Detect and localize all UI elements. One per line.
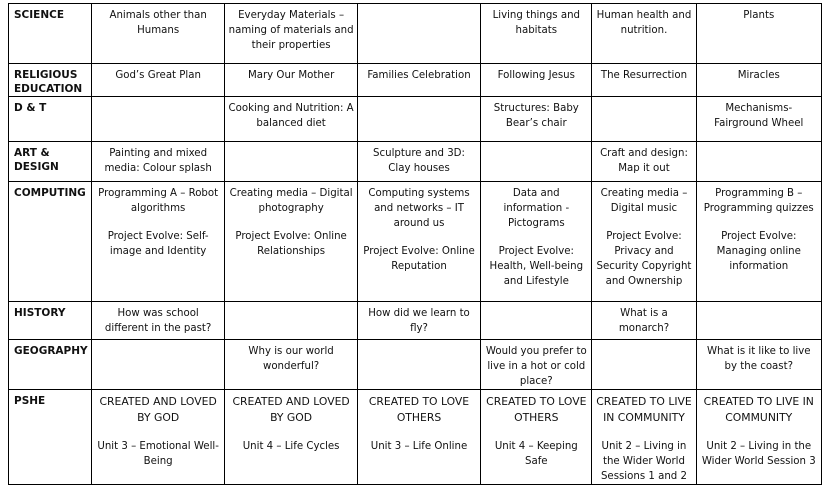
table-cell — [592, 142, 696, 182]
table-cell — [357, 64, 480, 97]
cell-text: Unit 2 – Living in the Wider World Sessions 1 and 2 — [600, 441, 687, 482]
cell-text: The Resurrection — [600, 70, 688, 81]
cell-text: Project Evolve: Health, Well-being and Lifestyle — [489, 246, 584, 287]
cell-text: Unit 4 – Life Cycles — [242, 441, 340, 452]
table-cell — [481, 390, 592, 485]
table-cell — [357, 302, 480, 340]
subject-label: D & T — [9, 97, 92, 142]
table-cell — [225, 142, 357, 182]
cell-text: Animals other than Humans — [109, 10, 207, 36]
table-cell — [696, 142, 821, 182]
cell-text: Craft and design: Map it out — [600, 148, 688, 174]
table-cell — [225, 97, 357, 142]
cell-text: Programming B – Programming quizzes — [703, 188, 814, 214]
cell-text: Creating media – Digital music — [600, 188, 688, 214]
subject-label: RELIGIOUS EDUCATION — [9, 64, 92, 97]
table-cell — [357, 182, 480, 302]
cell-text: CREATED TO LOVE OTHERS — [486, 395, 587, 424]
table-cell — [481, 302, 592, 340]
table-row — [9, 340, 822, 390]
table-cell — [696, 340, 821, 390]
table-row — [9, 4, 822, 64]
subject-label: GEOGRAPHY — [9, 340, 92, 390]
cell-text: How was school different in the past? — [104, 308, 212, 334]
table-cell — [481, 4, 592, 64]
table-cell — [91, 64, 224, 97]
table-cell — [91, 390, 224, 485]
table-cell — [696, 64, 821, 97]
table-cell — [225, 182, 357, 302]
table-cell — [357, 340, 480, 390]
table-cell — [481, 340, 592, 390]
table-cell — [696, 182, 821, 302]
cell-text: God’s Great Plan — [115, 70, 201, 81]
cell-text: Project Evolve: Online Relationships — [235, 231, 347, 257]
table-cell — [91, 4, 224, 64]
table-cell — [481, 64, 592, 97]
table-cell — [357, 4, 480, 64]
cell-text: Project Evolve: Self-image and Identity — [107, 231, 209, 257]
table-row — [9, 182, 822, 302]
cell-text: Everyday Materials – naming of materials and their properties — [228, 10, 354, 51]
table-cell — [481, 142, 592, 182]
table-cell — [225, 302, 357, 340]
cell-text: CREATED TO LOVE OTHERS — [368, 395, 470, 424]
cell-text: Creating media – Digital photography — [229, 188, 353, 214]
cell-text: Mary Our Mother — [247, 70, 335, 81]
table-row — [9, 97, 822, 142]
table-cell — [91, 340, 224, 390]
cell-text: Plants — [743, 10, 775, 21]
table-cell — [91, 302, 224, 340]
cell-text: CREATED AND LOVED BY GOD — [232, 395, 350, 424]
subject-label: SCIENCE — [9, 4, 92, 64]
cell-text: Families Celebration — [367, 70, 471, 81]
cell-text: CREATED TO LIVE IN COMMUNITY — [596, 395, 692, 424]
cell-text: Would you prefer to live in a hot or cold place? — [485, 346, 587, 387]
cell-text: What is it like to live by the coast? — [706, 346, 811, 372]
table-cell — [225, 340, 357, 390]
subject-label: ART & DESIGN — [9, 142, 92, 182]
table-cell — [696, 302, 821, 340]
subject-label: PSHE — [9, 390, 92, 485]
table-row — [9, 390, 822, 485]
table-cell — [696, 390, 821, 485]
table-cell — [592, 340, 696, 390]
table-cell — [592, 4, 696, 64]
cell-text: Cooking and Nutrition: A balanced diet — [228, 103, 354, 129]
cell-text: Living things and habitats — [492, 10, 581, 36]
table-row — [9, 142, 822, 182]
table-cell — [91, 97, 224, 142]
table-cell — [225, 4, 357, 64]
table-cell — [481, 97, 592, 142]
cell-text: Unit 3 – Life Online — [370, 441, 468, 452]
cell-text: Project Evolve: Online Reputation — [363, 246, 475, 272]
cell-text: Structures: Baby Bear’s chair — [493, 103, 579, 129]
curriculum-table-body — [9, 4, 822, 485]
cell-text: Sculpture and 3D: Clay houses — [373, 148, 465, 174]
table-cell — [91, 182, 224, 302]
cell-text: Computing systems and networks – IT around us — [368, 188, 470, 229]
cell-text: Human health and nutrition. — [596, 10, 692, 36]
cell-text: CREATED TO LIVE IN COMMUNITY — [703, 395, 814, 424]
cell-text: Project Evolve: Managing online information — [716, 231, 801, 272]
cell-text: Miracles — [737, 70, 780, 81]
table-cell — [357, 97, 480, 142]
subject-label: COMPUTING — [9, 182, 92, 302]
cell-text: Unit 3 – Emotional Well-Being — [97, 441, 219, 467]
table-cell — [357, 390, 480, 485]
table-row — [9, 64, 822, 97]
table-cell — [592, 302, 696, 340]
cell-text: Unit 4 – Keeping Safe — [494, 441, 578, 467]
table-cell — [696, 4, 821, 64]
cell-text: What is a monarch? — [618, 308, 670, 334]
table-cell — [592, 97, 696, 142]
curriculum-table — [8, 3, 822, 485]
cell-text: How did we learn to fly? — [368, 308, 470, 334]
subject-label: HISTORY — [9, 302, 92, 340]
table-cell — [357, 142, 480, 182]
cell-text: Following Jesus — [497, 70, 575, 81]
cell-text: Programming A – Robot algorithms — [98, 188, 219, 214]
table-cell — [225, 64, 357, 97]
table-cell — [696, 97, 821, 142]
table-cell — [592, 390, 696, 485]
table-cell — [225, 390, 357, 485]
table-row — [9, 302, 822, 340]
table-cell — [481, 182, 592, 302]
table-cell — [91, 142, 224, 182]
cell-text: Unit 2 – Living in the Wider World Session 3 — [701, 441, 816, 467]
table-cell — [592, 64, 696, 97]
cell-text: Why is our world wonderful? — [248, 346, 334, 372]
table-cell — [592, 182, 696, 302]
cell-text: Project Evolve: Privacy and Security Copyright and Ownership — [596, 231, 692, 287]
cell-text: Mechanisms- Fairground Wheel — [714, 103, 804, 129]
cell-text: CREATED AND LOVED BY GOD — [99, 395, 217, 424]
cell-text: Painting and mixed media: Colour splash — [104, 148, 212, 174]
cell-text: Data and information - Pictograms — [503, 188, 570, 229]
